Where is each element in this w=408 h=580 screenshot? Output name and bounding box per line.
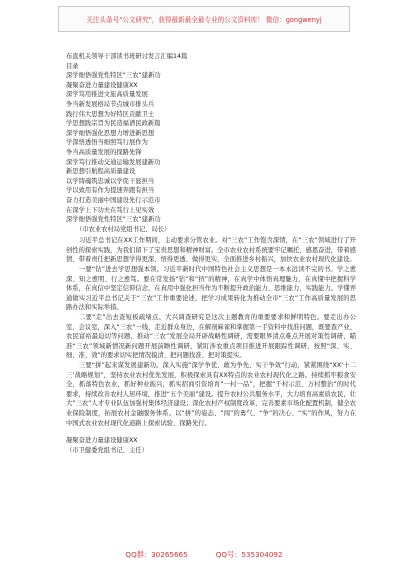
section-author: （市农业农村局党组书记、局长） [76, 225, 171, 233]
paragraph: 二要“走”出去查短板疏堵点。大兴调查研究是这次主题教育的重要要求和鲜明特色。要走出办公室、会议室，深入“三农”一线，走近群众身边，在解剖麻雀和掌握第一手资料中找准问题，既要查产业、农民富裕最迫切等问题，推动“三农”发展全局开辟战略性调研，需要眼界清点难点开展对策性调研，瞄准“三农”领域新情况新问题开展前瞻性调研，紧盯涉农重点项目推进开展跟踪性调研，按照“深、实、细、准、效”的要求切实把情况摸清、把问题找准、把对策提实。 [66, 314, 356, 360]
toc-item: 深学细悟强化思想力增进新思想 [66, 129, 155, 137]
section2-title: 凝聚奋进力量建设健康XX [66, 437, 138, 445]
qq-number: QQ号：535304092 [215, 550, 283, 559]
qq-group: QQ群：30265665 [125, 550, 188, 559]
toc-item: 深学细悟强党性特区“三农”建新功 [66, 72, 161, 80]
paragraph: 三要“拼”起来谋发展建新功。深入实施“深学争优、敢为争先、实干争效”行动，紧紧围绕“XX‘十二三’战略规划”，坚持农业农村优先发展，积极探索具有XX特点的农业农村现代化之路。持续抓牢粮食安全，抓落特色农业，抓好种业振兴，抓实招商引资培育“一村一品”，把握“千村示范、万村整治”的时代要求，持续改善农村人居环境，推进“五个美丽”建设。提升农村公共服务水平，大力培育高素质农民，壮大“三农”人才专业队伍加强村集体经济建设；深化农村产权制度改革，完善要素市场化配置机制，健全农业保险制度，拓展农村金融服务体系。以“拼”的姿态、“闯”的勇气、“争”的决心、“实”的作风，努力在中国式农业农村现代化道路上探索试验、探路先行。 [66, 362, 356, 427]
document-title: 布直机关领导干部读书班研讨发言汇编14篇 [66, 53, 188, 60]
promo-banner-text: 关注头条号"公文研究"，获得最新最全最专业的公文资料库！ 微信：gongwenyj [86, 16, 322, 24]
paragraph: 一要“钻”进去学思想强本领。习近平新时代中国特色社会主义思想是一本永远读不完的书。学之愈深、知之愈明、行之愈笃。要在常发扬“钻”和“挤”的精神，在真学中体悟真理魅力，在真懂中把握科学体系，在真信中坚定信仰信念，在真用中强化担当作为不断提升政治能力、思维能力、实践能力。学懂弄通做实习近平总书记关于“三农”工作重要论述，把学习成果转化为推动全市“三农”工作高质量发展的思路办法和实际举措。 [66, 266, 356, 312]
footer [0, 550, 408, 564]
toc-item: 学以致用有作为提速奔跑有担当 [66, 187, 155, 195]
toc-item: 学深悟透悟当细照笃行展作为 [66, 139, 148, 147]
promo-banner [58, 6, 350, 32]
toc-item: 以学铸魂筑忠诚以学促干显担当 [66, 177, 155, 185]
toc-item: 新思想引航程高质量建设 [66, 168, 136, 176]
toc-item: 深学笃行推动交通运输发展建新功 [66, 158, 161, 166]
toc-item: 奋力打造美丽中国建设先行示范市 [66, 196, 161, 204]
toc-item: 深学笃用推进文旅高质量发展 [66, 91, 148, 99]
toc-item: 争当高质量发展的探路先锋 [66, 148, 142, 156]
section-title: 深学细悟强党性特区“三农”建新功 [66, 216, 161, 224]
toc-item: 在深学上下功夫在笃行上见实效 [66, 206, 155, 214]
toc-label: 目录 [66, 62, 79, 70]
toc-item: 践行伟大思想为好特区贡献卫士 [66, 110, 155, 118]
paragraph: 习近平总书记在XX工作期间，主动要求分管农业。对“三农”工作饱含深情，在“三农”领域进行了开创性的探索实践，为我们留下了宝贵思想和精神财富。全市农业农村系统要牢记嘱托、感恩奋进，带着感情、带着责任把新思想学得更深、悟得更透、做得更实，全面推进乡村振兴，加快农业农村现代化建设。 [66, 237, 356, 264]
toc-item: 争当新发展格局节点城市排头兵 [66, 100, 155, 108]
section2-author: （市卫健委党组书记、主任） [66, 446, 148, 454]
document-body [66, 52, 356, 455]
toc-item: 学思想践宗旨为民造福谱民政新篇 [66, 120, 161, 128]
toc-item: 凝聚奋进力量建设健康XX [66, 81, 138, 89]
